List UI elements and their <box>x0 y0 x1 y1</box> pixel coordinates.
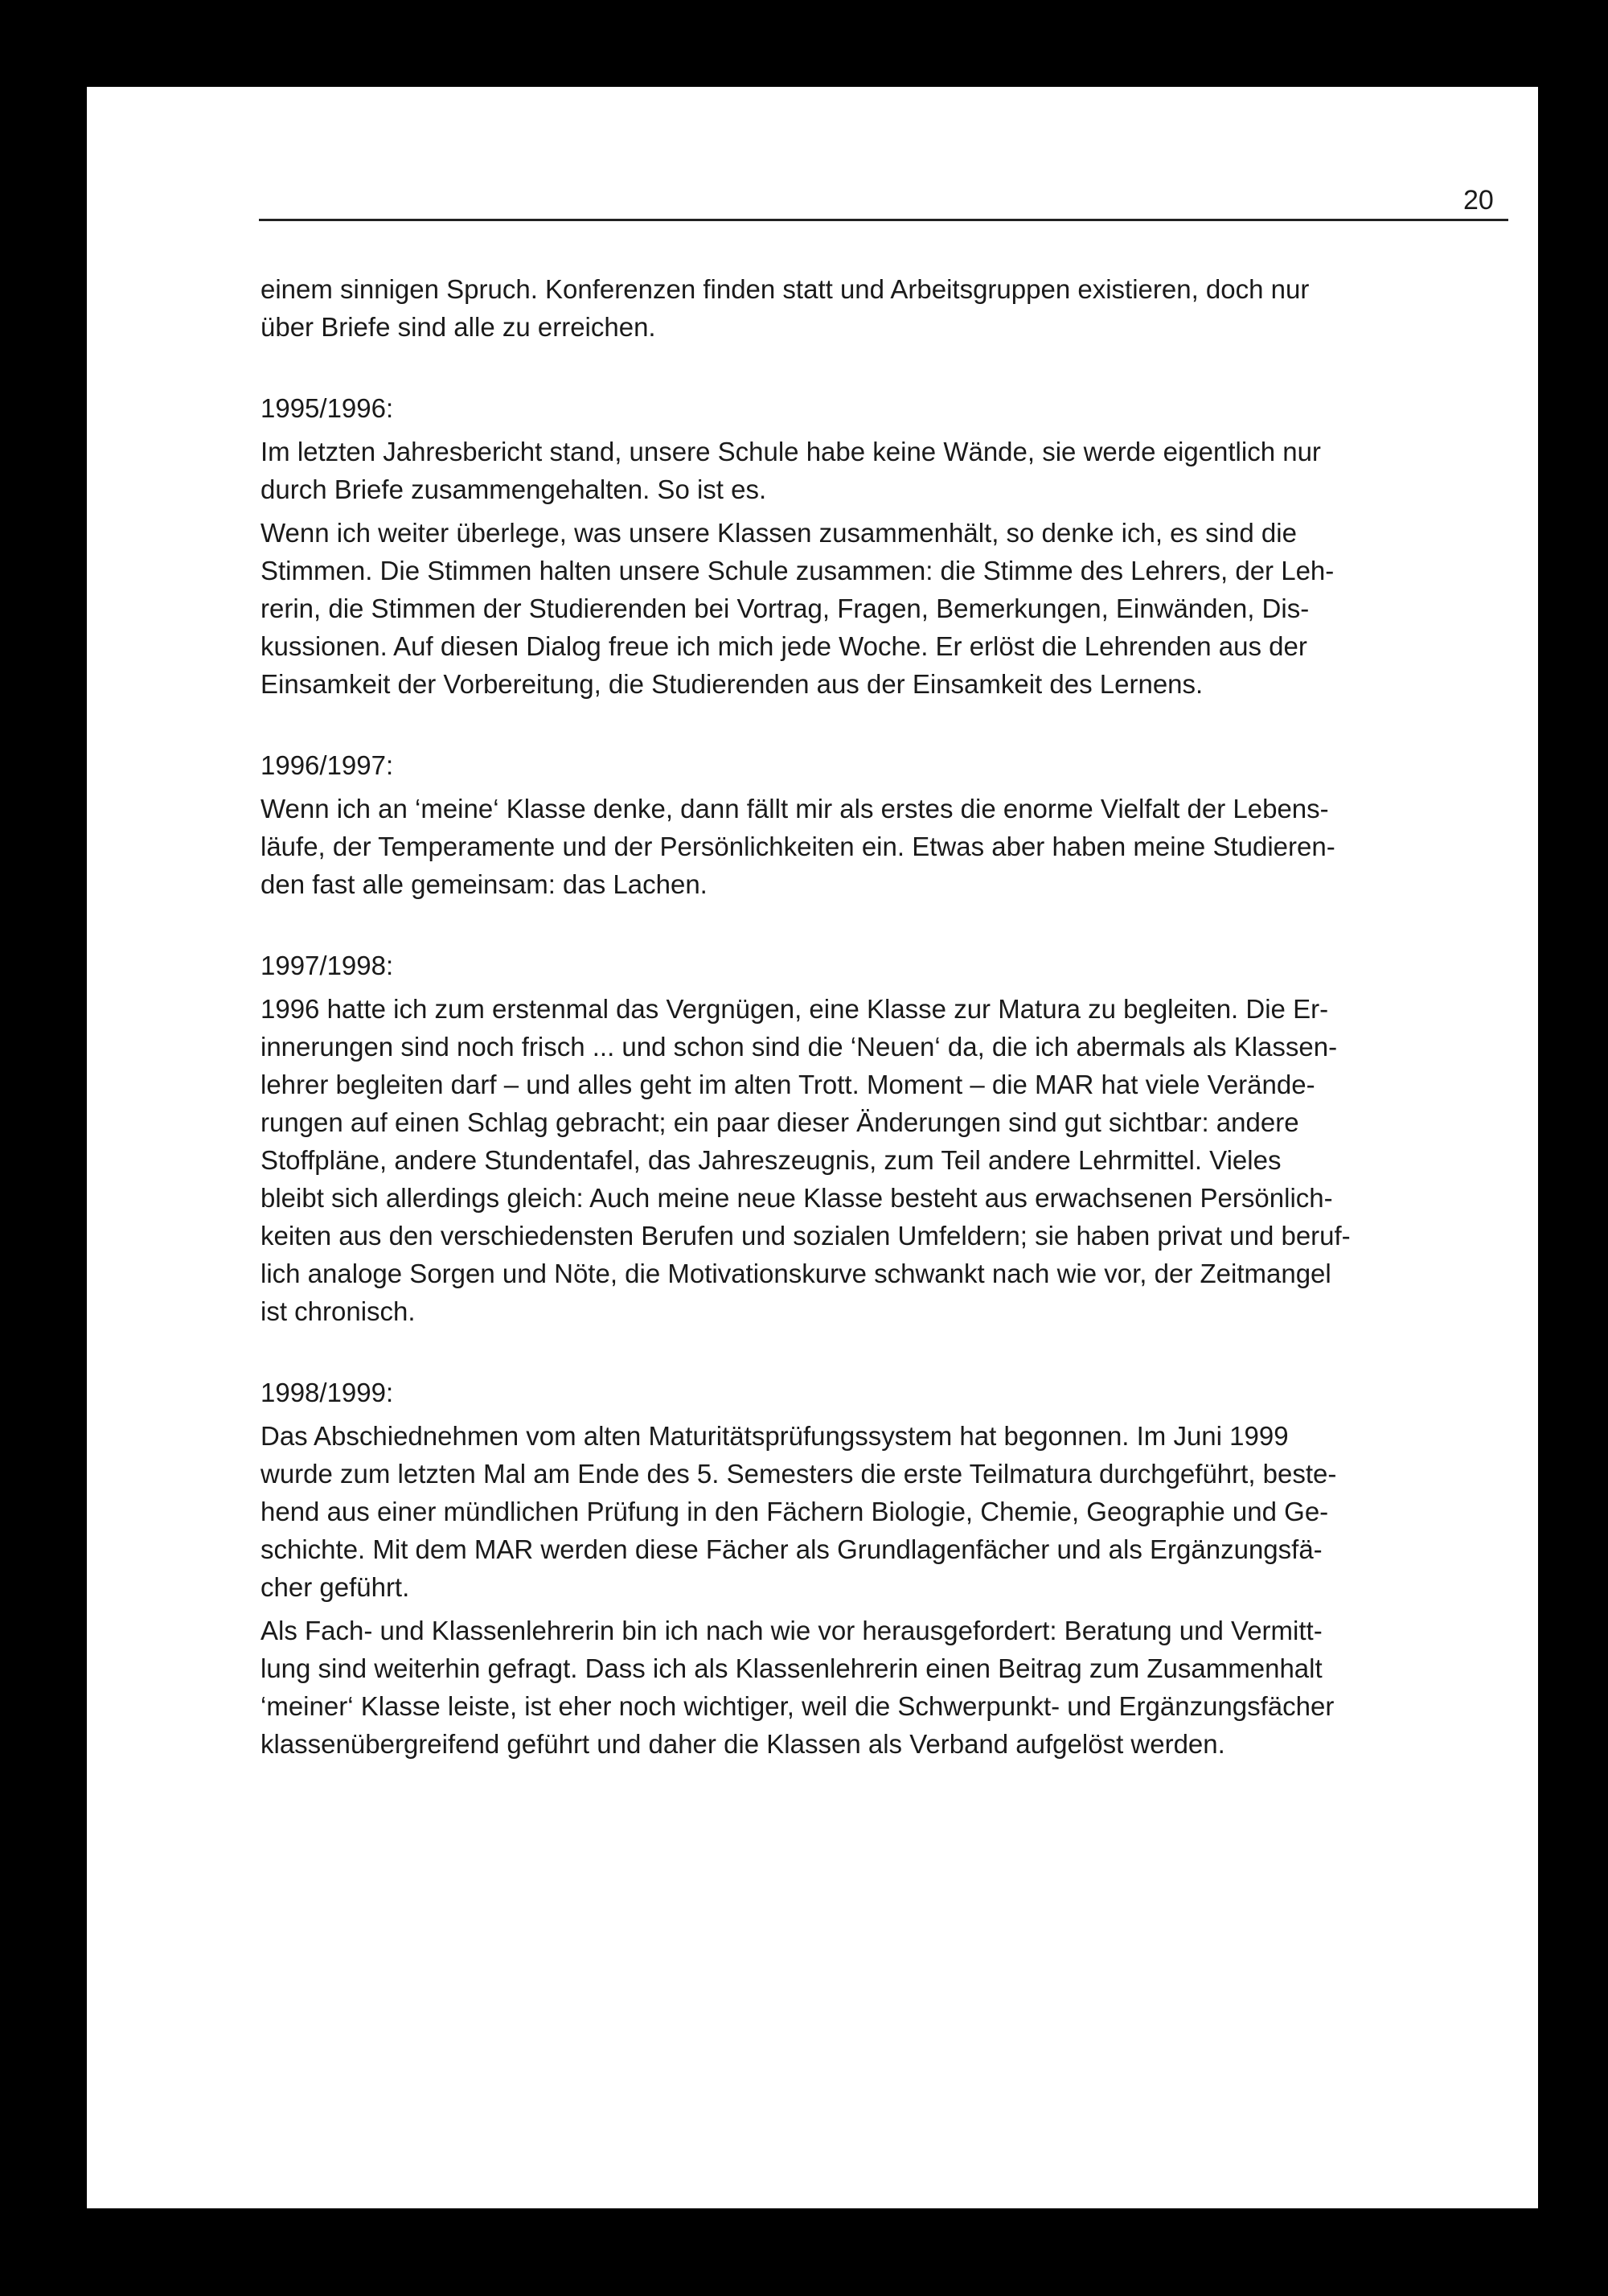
text-line: Das Abschiednehmen vom alten Maturitätsprüfungssystem hat begonnen. Im Juni 1999 <box>260 1421 1289 1451</box>
text-line: 1996/1997: <box>260 750 394 780</box>
text-line: den fast alle gemeinsam: das Lachen. <box>260 869 708 899</box>
text-line: kussionen. Auf diesen Dialog freue ich mich jede Woche. Er erlöst die Lehrenden aus der <box>260 631 1307 661</box>
text-line: wurde zum letzten Mal am Ende des 5. Semesters die erste Teilmatura durchgeführt, beste- <box>260 1459 1337 1489</box>
text-line: rungen auf einen Schlag gebracht; ein paar dieser Änderungen sind gut sichtbar: andere <box>260 1107 1299 1137</box>
text-line: Stimmen. Die Stimmen halten unsere Schule zusammen: die Stimme des Lehrers, der Leh- <box>260 556 1335 585</box>
year-heading <box>260 1374 1483 1411</box>
text-line: 1995/1996: <box>260 393 394 423</box>
text-line: durch Briefe zusammengehalten. So ist es. <box>260 474 767 504</box>
text-line: Stoffpläne, andere Stundentafel, das Jahreszeugnis, zum Teil andere Lehrmittel. Vieles <box>260 1145 1282 1175</box>
text-line: einem sinnigen Spruch. Konferenzen finden statt und Arbeitsgruppen existieren, doch nur <box>260 274 1310 304</box>
text-line: 1997/1998: <box>260 951 394 980</box>
text-line: Im letzten Jahresbericht stand, unsere Schule habe keine Wände, sie werde eigentlich nur <box>260 437 1321 466</box>
text-line: schichte. Mit dem MAR werden diese Fächer als Grundlagenfächer und als Ergänzungsfä- <box>260 1534 1323 1564</box>
page-number: 20 <box>1463 185 1494 216</box>
text-line: läufe, der Temperamente und der Persönlichkeiten ein. Etwas aber haben meine Studieren- <box>260 832 1335 861</box>
year-heading <box>260 947 1483 984</box>
text-line: bleibt sich allerdings gleich: Auch meine neue Klasse besteht aus erwachsenen Persönlich- <box>260 1183 1333 1213</box>
text-line: ‘meiner‘ Klasse leiste, ist eher noch wichtiger, weil die Schwerpunkt- und Ergänzungsfächer <box>260 1691 1335 1721</box>
text-line: lung sind weiterhin gefragt. Dass ich als Klassenlehrerin einen Beitrag zum Zusammenhalt <box>260 1653 1323 1683</box>
paragraph <box>260 1417 1483 1606</box>
text-line: keiten aus den verschiedensten Berufen und sozialen Umfeldern; sie haben privat und beruf- <box>260 1221 1351 1251</box>
text-line: rerin, die Stimmen der Studierenden bei Vortrag, Fragen, Bemerkungen, Einwänden, Dis- <box>260 594 1310 623</box>
paragraph <box>260 790 1483 903</box>
text-line: lich analoge Sorgen und Nöte, die Motivationskurve schwankt nach wie vor, der Zeitmangel <box>260 1259 1331 1288</box>
body-text <box>260 270 1483 1768</box>
text-line: Als Fach- und Klassenlehrerin bin ich nach wie vor herausgefordert: Beratung und Vermitt- <box>260 1616 1323 1645</box>
paragraph <box>260 514 1483 703</box>
text-line: 1996 hatte ich zum erstenmal das Vergnügen, eine Klasse zur Matura zu begleiten. Die Er- <box>260 994 1329 1024</box>
document-page <box>87 87 1538 2208</box>
text-line: klassenübergreifend geführt und daher die Klassen als Verband aufgelöst werden. <box>260 1729 1225 1759</box>
year-heading <box>260 389 1483 427</box>
header-rule <box>259 219 1508 221</box>
text-line: innerungen sind noch frisch ... und schon sind die ‘Neuen‘ da, die ich abermals als Klassen- <box>260 1032 1338 1062</box>
paragraph <box>260 433 1483 508</box>
text-line: ist chronisch. <box>260 1296 416 1326</box>
text-line: lehrer begleiten darf – und alles geht im alten Trott. Moment – die MAR hat viele Verände- <box>260 1070 1315 1099</box>
year-heading <box>260 746 1483 784</box>
text-line: hend aus einer mündlichen Prüfung in den Fächern Biologie, Chemie, Geographie und Ge- <box>260 1497 1329 1526</box>
text-line: cher geführt. <box>260 1572 410 1602</box>
paragraph <box>260 270 1483 346</box>
text-line: Einsamkeit der Vorbereitung, die Studierenden aus der Einsamkeit des Lernens. <box>260 669 1204 699</box>
text-line: Wenn ich an ‘meine‘ Klasse denke, dann fällt mir als erstes die enorme Vielfalt der Lebens- <box>260 794 1329 824</box>
paragraph <box>260 1612 1483 1763</box>
paragraph <box>260 990 1483 1330</box>
text-line: 1998/1999: <box>260 1378 394 1407</box>
text-line: über Briefe sind alle zu erreichen. <box>260 312 656 342</box>
text-line: Wenn ich weiter überlege, was unsere Klassen zusammenhält, so denke ich, es sind die <box>260 518 1297 548</box>
